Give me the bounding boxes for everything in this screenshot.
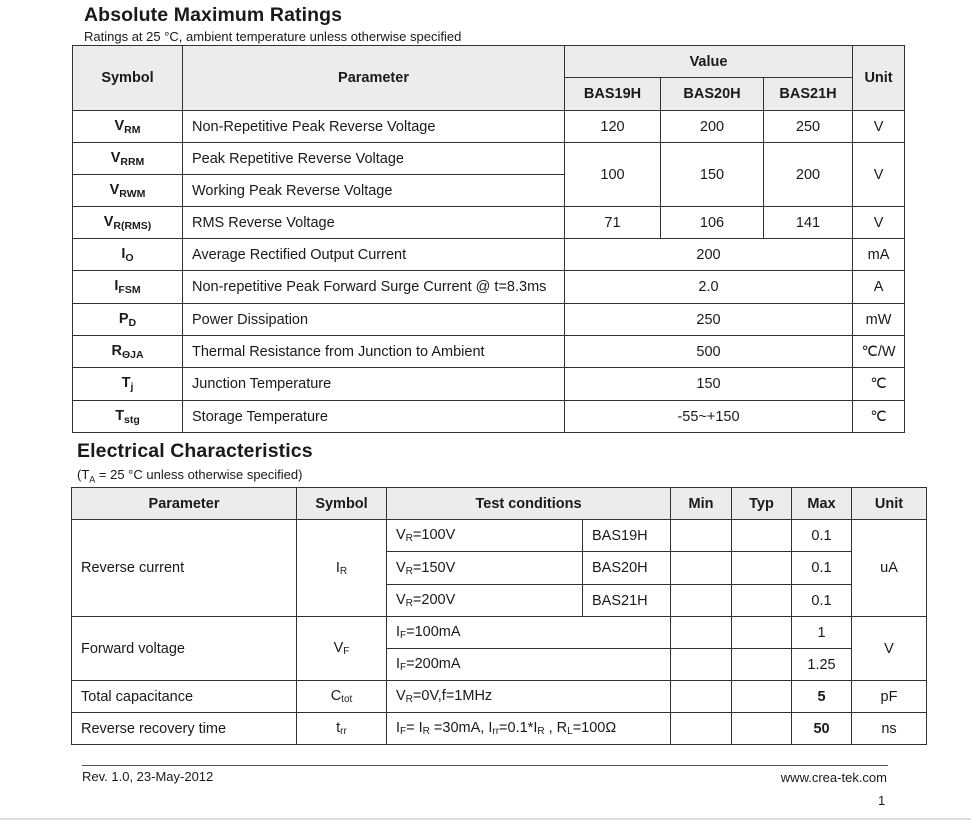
condition: $V_R=100V$ [387,520,583,552]
amr-header-bas20h: BAS20H [661,78,764,111]
condition: $I_F= I_R =30mA$, $I_{rr}=0.1*I_R$ , $R_L=100\Omega$ [387,713,671,745]
amr-subtitle: Ratings at 25 °C, ambient temperature unless otherwise specified [84,29,462,44]
amr-header-value: Value [565,46,853,78]
max-value: 5 [792,681,852,713]
symbol-ir: $I_R$ [297,520,387,617]
ec-table [71,487,927,745]
param-ifsm: Non-repetitive Peak Forward Surge Current @ t=8.3ms [183,271,565,304]
symbol-ctot: $C_{tot}$ [297,681,387,713]
amr-row-io [73,239,905,271]
max-value: 0.1 [792,552,852,585]
value-bas19h: 120 [565,111,661,143]
ec-row-recovery [72,713,927,745]
ec-header-min: Min [671,488,732,520]
param-pd: Power Dissipation [183,304,565,336]
param-rja: Thermal Resistance from Junction to Ambient [183,336,565,368]
symbol-pd: $P_D$ [73,304,183,336]
max-value: 1.25 [792,649,852,681]
unit: ℃ [853,401,905,433]
unit: mA [853,239,905,271]
page-number: 1 [878,793,886,808]
page-bottom-edge [0,818,971,820]
ec-subtitle: ($T_A = 25$ °C unless otherwise specified) [77,467,303,485]
typ-cell [732,552,792,585]
typ-cell [732,617,792,649]
unit: pF [852,681,927,713]
part-number: BAS19H [583,520,671,552]
amr-title: Absolute Maximum Ratings [84,4,343,26]
ec-header-parameter: Parameter [72,488,297,520]
ec-header-max: Max [792,488,852,520]
min-cell [671,713,732,745]
max-value: 0.1 [792,585,852,617]
value: -55~+150 [565,401,853,433]
param-vrrm: Peak Repetitive Reverse Voltage [183,143,565,175]
value-bas20h: 106 [661,207,764,239]
typ-cell [732,520,792,552]
unit: ℃ [853,368,905,401]
footer-website[interactable]: www.crea-tek.com [780,770,887,785]
amr-header-parameter: Parameter [183,46,565,111]
max-value: 0.1 [792,520,852,552]
amr-row-tj [73,368,905,401]
min-cell [671,552,732,585]
amr-row-ifsm [73,271,905,304]
typ-cell [732,681,792,713]
value-bas20h: 200 [661,111,764,143]
max-value: 50 [792,713,852,745]
param-recovery: Reverse recovery time [72,713,297,745]
unit: uA [852,520,927,617]
value: 200 [565,239,853,271]
part-number: BAS21H [583,585,671,617]
ec-header-test-conditions: Test conditions [387,488,671,520]
footer-rule [82,765,888,766]
ec-row-forward-voltage-1 [72,617,927,649]
unit: V [852,617,927,681]
param-tj: Junction Temperature [183,368,565,401]
value-bas21h: 141 [764,207,853,239]
amr-header-unit: Unit [853,46,905,111]
unit: A [853,271,905,304]
value-bas19h: 100 [565,143,661,207]
unit: mW [853,304,905,336]
min-cell [671,649,732,681]
symbol-vrms: $V_{R(RMS)}$ [73,207,183,239]
value-bas19h: 71 [565,207,661,239]
ec-header-symbol: Symbol [297,488,387,520]
condition: $V_R=150V$ [387,552,583,585]
symbol-vrwm: $V_{RWM}$ [73,175,183,207]
value: 500 [565,336,853,368]
amr-row-vrm [73,111,905,143]
param-vrwm: Working Peak Reverse Voltage [183,175,565,207]
ec-title: Electrical Characteristics [77,440,313,462]
unit: ns [852,713,927,745]
footer-revision: Rev. 1.0, 23-May-2012 [82,769,214,784]
unit: ℃/W [853,336,905,368]
param-capacitance: Total capacitance [72,681,297,713]
param-io: Average Rectified Output Current [183,239,565,271]
condition: $I_F=200mA$ [387,649,671,681]
value-bas21h: 200 [764,143,853,207]
param-vrms: RMS Reverse Voltage [183,207,565,239]
symbol-tstg: $T_{stg}$ [73,401,183,433]
symbol-io: $I_O$ [73,239,183,271]
amr-header-bas21h: BAS21H [764,78,853,111]
value-bas21h: 250 [764,111,853,143]
unit: V [853,207,905,239]
ec-header-typ: Typ [732,488,792,520]
symbol-rja: $R_{\Theta JA}$ [73,336,183,368]
min-cell [671,585,732,617]
symbol-ifsm: $I_{FSM}$ [73,271,183,304]
amr-table [72,45,905,433]
ec-header-unit: Unit [852,488,927,520]
amr-header-symbol: Symbol [73,46,183,111]
symbol-tj: $T_j$ [73,368,183,401]
max-value: 1 [792,617,852,649]
symbol-trr: $t_{rr}$ [297,713,387,745]
min-cell [671,617,732,649]
ec-row-capacitance [72,681,927,713]
amr-row-pd [73,304,905,336]
unit: V [853,111,905,143]
part-number: BAS20H [583,552,671,585]
param-forward-voltage: Forward voltage [72,617,297,681]
amr-row-tstg [73,401,905,433]
amr-row-vrms [73,207,905,239]
value: 150 [565,368,853,401]
amr-row-vrrm [73,143,905,175]
condition: $I_F=100mA$ [387,617,671,649]
condition: $V_R=0V,f=1MHz$ [387,681,671,713]
value: 250 [565,304,853,336]
amr-header-bas19h: BAS19H [565,78,661,111]
symbol-vrrm: $V_{RRM}$ [73,143,183,175]
ec-row-reverse-current-1 [72,520,927,552]
typ-cell [732,713,792,745]
typ-cell [732,649,792,681]
min-cell [671,520,732,552]
condition: $V_R=200V$ [387,585,583,617]
symbol-vrm: $V_{RM}$ [73,111,183,143]
param-vrm: Non-Repetitive Peak Reverse Voltage [183,111,565,143]
param-reverse-current: Reverse current [72,520,297,617]
amr-row-rja [73,336,905,368]
unit: V [853,143,905,207]
value-bas20h: 150 [661,143,764,207]
param-tstg: Storage Temperature [183,401,565,433]
typ-cell [732,585,792,617]
symbol-vf: $V_F$ [297,617,387,681]
min-cell [671,681,732,713]
value: 2.0 [565,271,853,304]
